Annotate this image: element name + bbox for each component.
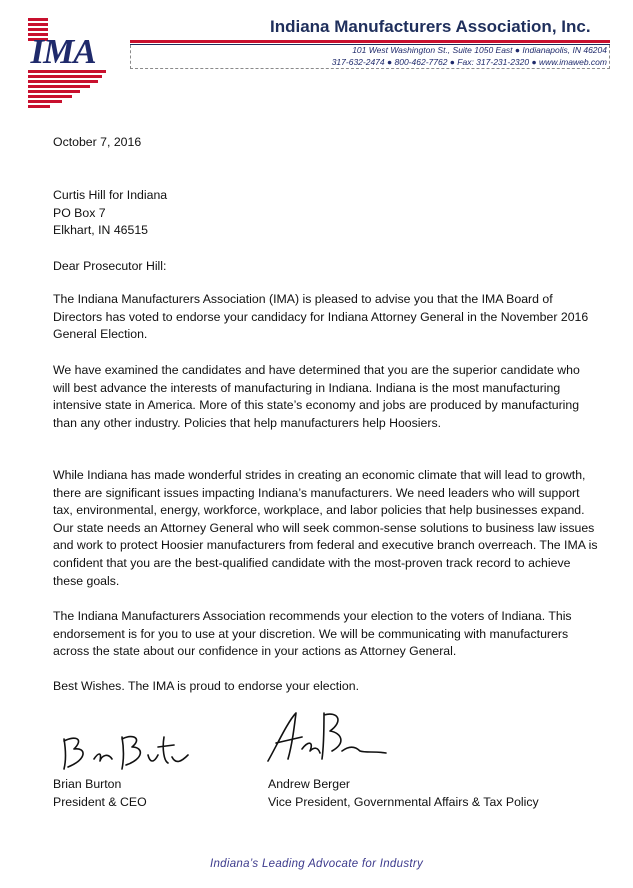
contact-line: 317-632-2474 ● 800-462-7762 ● Fax: 317-231-2320 ● www.imaweb.com <box>331 57 607 67</box>
letter-date: October 7, 2016 <box>53 135 142 149</box>
body-paragraph: While Indiana has made wonderful strides in creating an economic climate that will lead to growth, there are significant issues impacting Indiana’s manufacturers. We need leaders who will support tax, environmental, energy, workforce, workplace, and labor policies that help businesses expand. Our state needs an Attorney General who will seek common-sense solutions to business law issues and work to protect Hoosier manufacturers from federal and executive branch overreach. The IMA is confident that you are the best-qualified candidate with the most-proven track record to achieve these goals. <box>53 468 598 588</box>
logo-text: IMA <box>30 32 96 71</box>
signer-block-2 <box>268 776 539 811</box>
signature-andrew-berger <box>262 707 392 769</box>
signer-name: Brian Burton <box>53 777 122 791</box>
signer-name: Andrew Berger <box>268 777 351 791</box>
signer-title: President & CEO <box>53 794 147 809</box>
body-paragraph: We have examined the candidates and have determined that you are the superior candidate who will best advance the interests of manufacturing in Indiana. Indiana is the most manufacturing intensive state in America. More of this state’s economy and jobs are produced by manufacturing than any other industry. Policies that help manufacturers help Hoosiers. <box>53 363 580 430</box>
address-line: 101 West Washington St., Suite 1050 East ● Indianapolis, IN 46204 <box>352 45 607 55</box>
header-rule-red <box>130 40 610 43</box>
footer-tagline: Indiana’s Leading Advocate for Industry <box>209 858 424 870</box>
recipient-line: Curtis Hill for Indiana <box>53 188 168 202</box>
signer-block-1 <box>53 776 147 811</box>
signature-brian-burton <box>56 725 196 775</box>
closing-line: Best Wishes. The IMA is proud to endorse your election. <box>53 679 359 693</box>
ima-logo <box>20 14 106 114</box>
recipient-line: PO Box 7 <box>53 205 106 220</box>
recipient-address <box>53 187 598 240</box>
recipient-line: Elkhart, IN 46515 <box>53 223 149 238</box>
body-paragraph: The Indiana Manufacturers Association (IMA) is pleased to advise you that the IMA Board of Directors has voted to endorse your candidacy for Indiana Attorney General in the November 2016 General Election. <box>53 292 589 342</box>
organization-name: Indiana Manufacturers Association, Inc. <box>270 17 591 36</box>
signer-title: Vice President, Governmental Affairs & Tax Policy <box>268 794 539 809</box>
salutation: Dear Prosecutor Hill: <box>53 259 167 273</box>
body-paragraph: The Indiana Manufacturers Association recommends your election to the voters of Indiana. This endorsement is for you to use at your discretion. We will be communicating with manufacturers across the state about our confidence in your actions as Attorney General. <box>53 609 572 659</box>
